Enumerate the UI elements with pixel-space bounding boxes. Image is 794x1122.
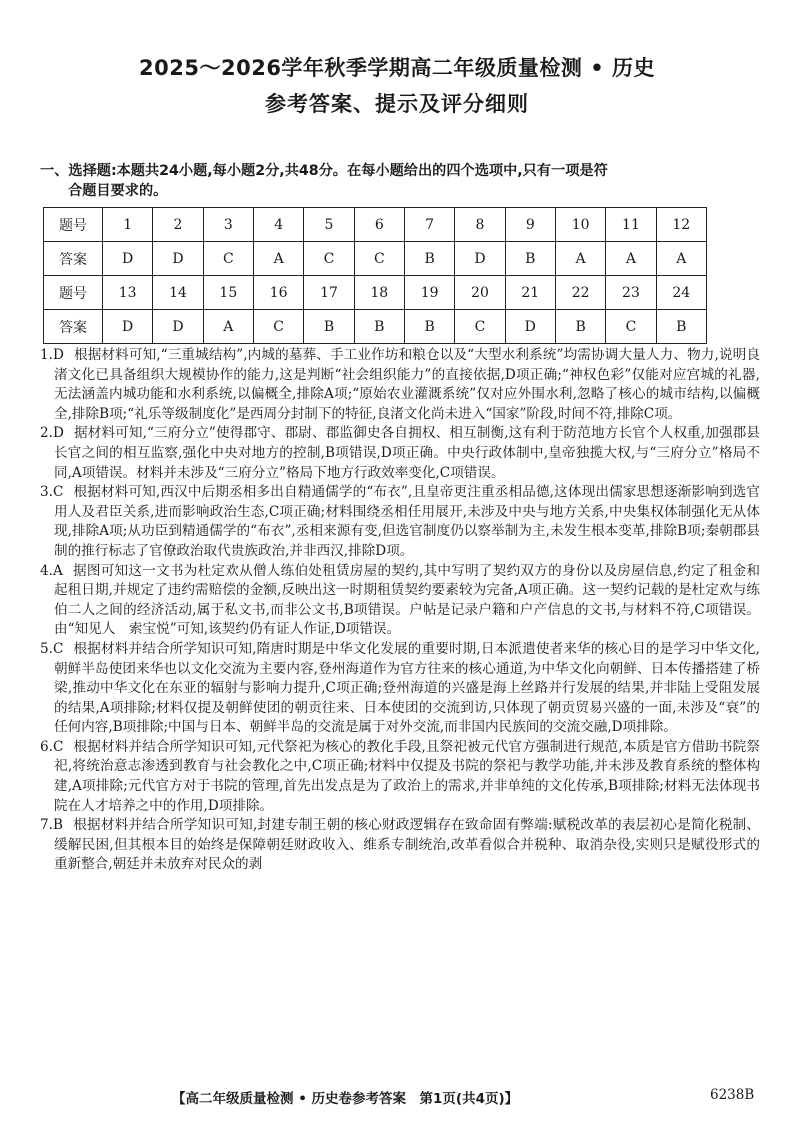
answer-cell: D	[103, 310, 153, 344]
question-number-cell: 11	[606, 208, 656, 242]
answer-cell: D	[455, 242, 505, 276]
question-number-cell: 23	[606, 276, 656, 310]
answer-cell: D	[153, 310, 203, 344]
explanation-number: 6.C	[40, 738, 64, 755]
answer-label: 答案	[44, 310, 103, 344]
question-number-cell: 18	[354, 276, 404, 310]
answer-cell: B	[555, 310, 605, 344]
explanation-number: 1.D	[40, 347, 64, 363]
footer-code: 6238B	[710, 1087, 755, 1103]
explanation-item	[40, 346, 760, 424]
answer-cell: B	[404, 310, 454, 344]
explanation-item	[40, 424, 760, 483]
answer-cell: C	[606, 310, 656, 344]
explanation-item	[40, 738, 760, 816]
answer-cell: B	[304, 310, 354, 344]
answer-cell: A	[555, 242, 605, 276]
question-number-cell: 10	[555, 208, 605, 242]
question-number-cell: 16	[253, 276, 303, 310]
answer-cell: B	[404, 242, 454, 276]
explanation-number: 3.C	[40, 484, 64, 501]
answer-cell: C	[203, 242, 253, 276]
question-number-cell: 7	[404, 208, 454, 242]
question-number-cell: 17	[304, 276, 354, 310]
explanation-item	[40, 562, 760, 640]
question-number-cell: 8	[455, 208, 505, 242]
explanations	[40, 346, 760, 875]
answer-cell: A	[656, 242, 706, 276]
page-subtitle: 参考答案、提示及评分细则	[265, 92, 529, 116]
explanation-number: 4.A	[40, 562, 63, 579]
explanation-number: 7.B	[40, 817, 63, 834]
section-heading-line1: 一、选择题:本题共24小题,每小题2分,共48分。在每小题给出的四个选项中,只有一项是符	[40, 163, 608, 179]
explanation-text: 据图可知这一文书为杜定欢从僧人练伯处租赁房屋的契约,其中写明了契约双方的身份以及房屋信息,约定了租金和起租日期,并规定了违约需赔偿的金额,反映出这一时期租赁契约要素较为完备,A项正确。这一契约记载的是杜定欢与练伯二人之间的经济活动,属于私文书,而非公文书,B项错误。户帖是记录户籍和户产信息的文书,与材料不符,C项错误。由“知见人 索宝悦”可知,该契约仍有证人作证,D项错误。	[54, 562, 760, 638]
explanation-text: 根据材料并结合所学知识可知,封建专制王朝的核心财政逻辑存在致命固有弊端:赋税改革的表层初心是简化税制、缓解民困,但其根本目的始终是保障朝廷财政收入、维系专制统治,改革看似合并税种、取消杂役,实则只是赋役形式的重新整合,朝廷并未放弃对民众的剥	[54, 817, 760, 873]
answer-cell: C	[455, 310, 505, 344]
explanation-text: 根据材料可知,西汉中后期丞相多出自精通儒学的“布衣”,且皇帝更注重丞相品德,这体现出儒家思想逐渐影响到选官用人及君臣关系,进而影响政治生态,C项正确;材料围绕丞相任用展开,未涉及中央与地方关系,中央集权体制强化无从体现,排除A项;从功臣到精通儒学的“布衣”,丞相来源有变,但选官制度仍以察举制为主,未发生根本变革,排除B项;秦朝郡县制的推行标志了官僚政治取代贵族政治,并非西汉,排除D项。	[54, 484, 760, 559]
question-number-cell: 12	[656, 208, 706, 242]
question-number-cell: 13	[103, 276, 153, 310]
section-heading	[40, 161, 760, 201]
question-number-cell: 1	[103, 208, 153, 242]
answer-cell: B	[505, 242, 555, 276]
question-number-cell: 14	[153, 276, 203, 310]
answer-cell: C	[253, 310, 303, 344]
explanation-item	[40, 816, 760, 875]
answer-cell: C	[354, 242, 404, 276]
explanation-number: 2.D	[40, 425, 64, 442]
question-number-cell: 5	[304, 208, 354, 242]
explanation-item	[40, 640, 760, 738]
explanation-text: 根据材料可知,“三重城结构”,内城的墓葬、手工业作坊和粮仓以及“大型水利系统”均需协调大量人力、物力,说明良渚文化已具备组织大规模协作的能力,这是判断“社会组织能力”的直接依据,D项正确;“神权色彩”仅能对应宫城的礼器,无法涵盖内城功能和水利系统,以偏概全,排除A项;“原始农业灌溉系统”仅对应外围水利,忽略了核心的城市结构,以偏概全,排除B项;“礼乐等级制度化”是西周分封制下的特征,良渚文化尚未进入“国家”阶段,时间不符,排除C项。	[54, 347, 760, 422]
question-number-cell: 6	[354, 208, 404, 242]
question-number-cell: 4	[253, 208, 303, 242]
answer-cell: D	[505, 310, 555, 344]
answer-cell: B	[656, 310, 706, 344]
answer-cell: A	[606, 242, 656, 276]
answer-cell: D	[153, 242, 203, 276]
answer-cell: C	[304, 242, 354, 276]
question-number-label: 题号	[44, 276, 103, 310]
explanation-item	[40, 483, 760, 561]
answer-table-row-a2	[44, 310, 707, 344]
answer-label: 答案	[44, 242, 103, 276]
answer-cell: B	[354, 310, 404, 344]
question-number-label: 题号	[44, 208, 103, 242]
question-number-cell: 21	[505, 276, 555, 310]
answer-table	[43, 207, 707, 344]
section-heading-line2: 合题目要求的。	[68, 183, 168, 199]
question-number-cell: 9	[505, 208, 555, 242]
question-number-cell: 19	[404, 276, 454, 310]
page-title: 2025～2026学年秋季学期高二年级质量检测 • 历史	[139, 56, 655, 80]
footer-page-info: 【高二年级质量检测 • 历史卷参考答案 第1页(共4页)】	[172, 1091, 519, 1107]
question-number-cell: 24	[656, 276, 706, 310]
question-number-cell: 15	[203, 276, 253, 310]
explanation-text: 据材料可知,“三府分立”使得郡守、郡尉、郡监御史各自拥权、相互制衡,这有利于防范地方长官个人权重,加强郡县长官之间的相互监察,强化中央对地方的控制,B项错误,D项正确。中央行政体制中,皇帝独揽大权,与“三府分立”格局不同,A项错误。材料并未涉及“三府分立”格局下地方行政效率变化,C项错误。	[54, 425, 760, 481]
explanation-number: 5.C	[40, 640, 64, 657]
explanation-text: 根据材料并结合所学知识可知,隋唐时期是中华文化发展的重要时期,日本派遣使者来华的核心目的是学习中华文化,朝鲜半岛使团来华也以文化交流为主要内容,登州海道作为官方往来的核心通道,为中华文化向朝鲜、日本传播搭建了桥梁,推动中华文化在东亚的辐射与影响力提升,C项正确;登州海道的兴盛是海上丝路并行发展的结果,并非陆上受阻发展的结果,A项排除;材料仅提及朝鲜使团的朝贡往来、日本使团的交流到访,只体现了朝贡贸易兴盛的一面,未涉及“衰”的任何内容,B项排除;中国与日本、朝鲜半岛的交流是属于对外交流,而非国内民族间的交流交融,D项排除。	[54, 640, 760, 736]
question-number-cell: 3	[203, 208, 253, 242]
explanation-text: 根据材料并结合所学知识可知,元代祭祀为核心的教化手段,且祭祀被元代官方强制进行规范,本质是官方借助书院祭祀,将统治意志渗透到教育与社会教化之中,C项正确;材料中仅提及书院的祭祀与教学功能,并未涉及教育系统的整体构建,A项排除;元代官方对于书院的管理,首先出发点是为了政治上的需求,并非单纯的文化传承,B项排除;材料无法体现书院在人才培养之中的作用,D项排除。	[54, 738, 760, 814]
answer-table-row-q2	[44, 276, 707, 310]
question-number-cell: 20	[455, 276, 505, 310]
answer-cell: D	[103, 242, 153, 276]
question-number-cell: 22	[555, 276, 605, 310]
answer-cell: A	[203, 310, 253, 344]
question-number-cell: 2	[153, 208, 203, 242]
answer-table-row-q1	[44, 208, 707, 242]
answer-cell: A	[253, 242, 303, 276]
answer-table-row-a1	[44, 242, 707, 276]
